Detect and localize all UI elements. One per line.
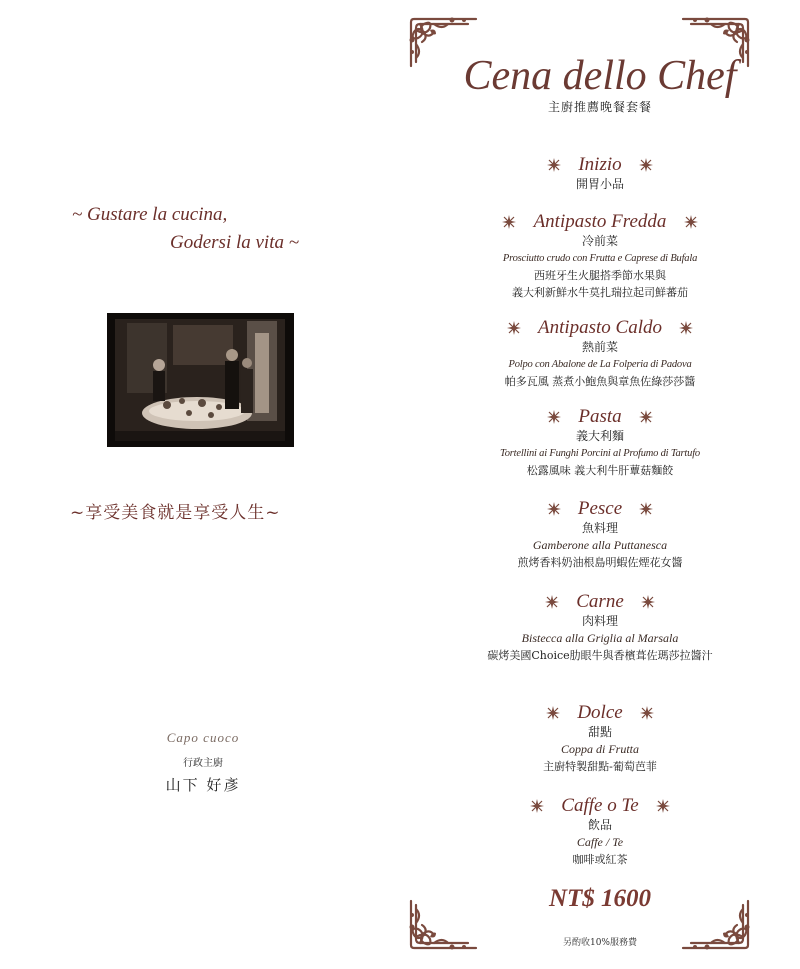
dish-italian: Gamberone alla Puttanesca xyxy=(532,538,668,552)
menu-title: Cena dello Chef xyxy=(463,53,737,99)
dish-italian: Bistecca alla Griglia al Marsala xyxy=(521,631,679,645)
course-name: Inizio xyxy=(578,153,622,175)
dish-chinese: 咖啡或紅茶 xyxy=(572,853,628,866)
menu-price: NT$ 1600 xyxy=(548,885,652,912)
course-carne xyxy=(400,590,800,664)
motto-chinese: ~享受美食就是享受人生~ xyxy=(70,503,281,523)
ornament-icon xyxy=(679,321,693,335)
ornament-icon xyxy=(530,799,544,813)
dish-chinese: 碳烤美國Choice肋眼牛與香檳葺佐瑪莎拉醬汁 xyxy=(487,649,713,662)
chef-role: 行政主廚 xyxy=(183,758,223,769)
course-caffe-o-te xyxy=(400,794,800,868)
course-name: Antipasto Caldo xyxy=(537,316,663,338)
dish-italian: Caffe / Te xyxy=(576,835,624,849)
chef-title: Capo cuoco xyxy=(166,730,240,745)
dish-chinese: 松露風味 義大利牛肝蕈菇麵餃 xyxy=(526,464,674,477)
course-chinese: 義大利麵 xyxy=(575,429,624,443)
motto-line-1: ~ Gustare la cucina, xyxy=(72,204,228,225)
course-antipasto-fredda xyxy=(400,210,800,301)
ornament-icon xyxy=(684,215,698,229)
course-dolce xyxy=(400,701,800,775)
course-name: Pasta xyxy=(578,405,622,427)
course-pesce xyxy=(400,497,800,571)
course-chinese: 甜點 xyxy=(587,725,612,739)
course-chinese: 肉料理 xyxy=(581,614,618,628)
course-antipasto-caldo xyxy=(400,316,800,390)
ornament-icon xyxy=(546,706,560,720)
menu-subtitle: 主廚推薦晚餐套餐 xyxy=(547,100,652,114)
chef-photo xyxy=(107,313,294,447)
dish-italian: Prosciutto crudo con Frutta e Caprese di Bufala xyxy=(502,253,698,264)
course-name: Carne xyxy=(576,590,624,612)
ornament-icon xyxy=(547,158,561,172)
ornament-icon xyxy=(639,410,653,424)
ornament-icon xyxy=(502,215,516,229)
course-chinese: 飲品 xyxy=(587,818,612,832)
dish-chinese: 帕多瓦風 蒸煮小鮑魚與章魚佐綠莎莎醬 xyxy=(504,375,696,388)
course-pasta xyxy=(400,405,800,479)
ornament-icon xyxy=(547,410,561,424)
ornament-icon xyxy=(639,158,653,172)
chef-name: 山下 好彥 xyxy=(165,776,241,794)
ornament-icon xyxy=(640,706,654,720)
dish-chinese: 煎烤香料奶油根島明蝦佐煙花女醬 xyxy=(517,556,683,569)
ornament-icon xyxy=(547,502,561,516)
course-chinese: 開胃小品 xyxy=(575,177,624,191)
ornament-icon xyxy=(656,799,670,813)
ornament-icon xyxy=(507,321,521,335)
ornament-icon xyxy=(641,595,655,609)
course-name: Pesce xyxy=(577,497,623,519)
dish-chinese: 西班牙生火腿搭季節水果與 xyxy=(534,269,666,282)
dish-italian: Polpo con Abalone de La Folperia di Padova xyxy=(508,359,692,370)
dish-chinese: 主廚特製甜點-葡萄芭菲 xyxy=(543,760,657,773)
service-charge-note: 另酌收10%服務費 xyxy=(562,938,637,948)
dish-chinese: 義大利新鮮水牛莫扎瑞拉起司鮮蕃茄 xyxy=(512,286,688,299)
dish-italian: Tortellini ai Funghi Porcini al Profumo di Tartufo xyxy=(500,448,700,459)
course-chinese: 冷前菜 xyxy=(581,234,618,248)
menu-panel xyxy=(400,0,800,969)
course-name: Antipasto Fredda xyxy=(533,210,667,232)
course-chinese: 魚料理 xyxy=(581,521,618,535)
motto-line-2: Godersi la vita ~ xyxy=(170,232,300,253)
dish-italian: Coppa di Frutta xyxy=(560,742,639,756)
course-chinese: 熱前菜 xyxy=(581,340,618,354)
course-name: Caffe o Te xyxy=(561,794,639,816)
ornament-icon xyxy=(639,502,653,516)
course-name: Dolce xyxy=(577,701,623,723)
course-inizio xyxy=(400,153,800,193)
ornament-icon xyxy=(545,595,559,609)
